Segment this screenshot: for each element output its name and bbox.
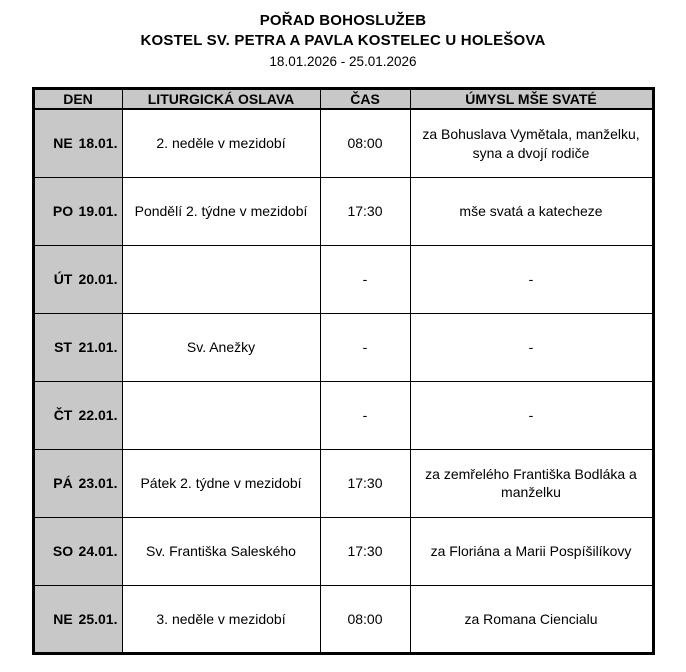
- cell-day: [33, 245, 122, 313]
- document-header: [0, 0, 686, 72]
- day-date: 19.01.: [78, 203, 118, 220]
- col-header-oslava: LITURGICKÁ OSLAVA: [122, 88, 320, 109]
- cell-intention: za zemřelého Františka Bodláka a manželku: [410, 449, 653, 517]
- cell-day: [33, 517, 122, 585]
- cell-intention: -: [410, 313, 653, 381]
- day-date: 22.01.: [78, 407, 118, 424]
- cell-intention: za Romana Ciencialu: [410, 585, 653, 653]
- day-date: 18.01.: [78, 135, 118, 152]
- table-row: [33, 245, 653, 313]
- day-abbrev: NE: [53, 610, 73, 627]
- cell-time: -: [320, 245, 410, 313]
- table-header: [33, 88, 653, 109]
- day-abbrev: NE: [53, 135, 73, 152]
- table-row: [33, 449, 653, 517]
- day-date: 23.01.: [78, 475, 118, 492]
- cell-day: [33, 109, 122, 177]
- day-abbrev: ÚT: [53, 271, 73, 288]
- day-abbrev: PO: [52, 203, 74, 220]
- day-abbrev: SO: [52, 543, 74, 560]
- cell-time: 17:30: [320, 177, 410, 245]
- table-row: [33, 177, 653, 245]
- church-name: KOSTEL SV. PETRA A PAVLA KOSTELEC U HOLEŠOVA: [140, 32, 546, 50]
- day-abbrev: ČT: [53, 407, 73, 424]
- schedule-table: [32, 87, 655, 655]
- cell-day: [33, 177, 122, 245]
- cell-day: [33, 585, 122, 653]
- header-row: [33, 88, 653, 109]
- cell-celebration: 3. neděle v mezidobí: [122, 585, 320, 653]
- page-title: POŘAD BOHOSLUŽEB: [259, 12, 427, 29]
- cell-intention: za Bohuslava Vymětala, manželku, syna a dvojí rodiče: [410, 109, 653, 177]
- cell-day: [33, 449, 122, 517]
- table-row: [33, 517, 653, 585]
- cell-day: [33, 313, 122, 381]
- cell-intention: mše svatá a katecheze: [410, 177, 653, 245]
- col-header-umysl: ÚMYSL MŠE SVATÉ: [410, 88, 653, 109]
- cell-celebration: 2. neděle v mezidobí: [122, 109, 320, 177]
- cell-time: 17:30: [320, 449, 410, 517]
- day-date: 24.01.: [78, 543, 118, 560]
- table-row: [33, 313, 653, 381]
- cell-intention: -: [410, 381, 653, 449]
- cell-intention: -: [410, 245, 653, 313]
- cell-celebration: Sv. Františka Saleského: [122, 517, 320, 585]
- cell-intention: za Floriána a Marii Pospíšilíkovy: [410, 517, 653, 585]
- cell-celebration: Pátek 2. týdne v mezidobí: [122, 449, 320, 517]
- day-abbrev: ST: [54, 339, 72, 356]
- cell-celebration: Sv. Anežky: [122, 313, 320, 381]
- day-date: 21.01.: [78, 339, 118, 356]
- cell-time: 08:00: [320, 109, 410, 177]
- col-header-cas: ČAS: [320, 88, 410, 109]
- col-header-den: DEN: [33, 88, 122, 109]
- date-range: 18.01.2026 - 25.01.2026: [269, 53, 417, 69]
- cell-celebration: [122, 245, 320, 313]
- table-row: [33, 585, 653, 653]
- day-date: 25.01.: [78, 610, 118, 627]
- day-abbrev: PÁ: [53, 475, 73, 492]
- day-date: 20.01.: [78, 271, 118, 288]
- table-row: [33, 381, 653, 449]
- cell-time: -: [320, 313, 410, 381]
- cell-time: -: [320, 381, 410, 449]
- cell-celebration: [122, 381, 320, 449]
- cell-celebration: Pondělí 2. týdne v mezidobí: [122, 177, 320, 245]
- cell-day: [33, 381, 122, 449]
- table-body: [33, 109, 653, 653]
- table-row: [33, 109, 653, 177]
- cell-time: 17:30: [320, 517, 410, 585]
- cell-time: 08:00: [320, 585, 410, 653]
